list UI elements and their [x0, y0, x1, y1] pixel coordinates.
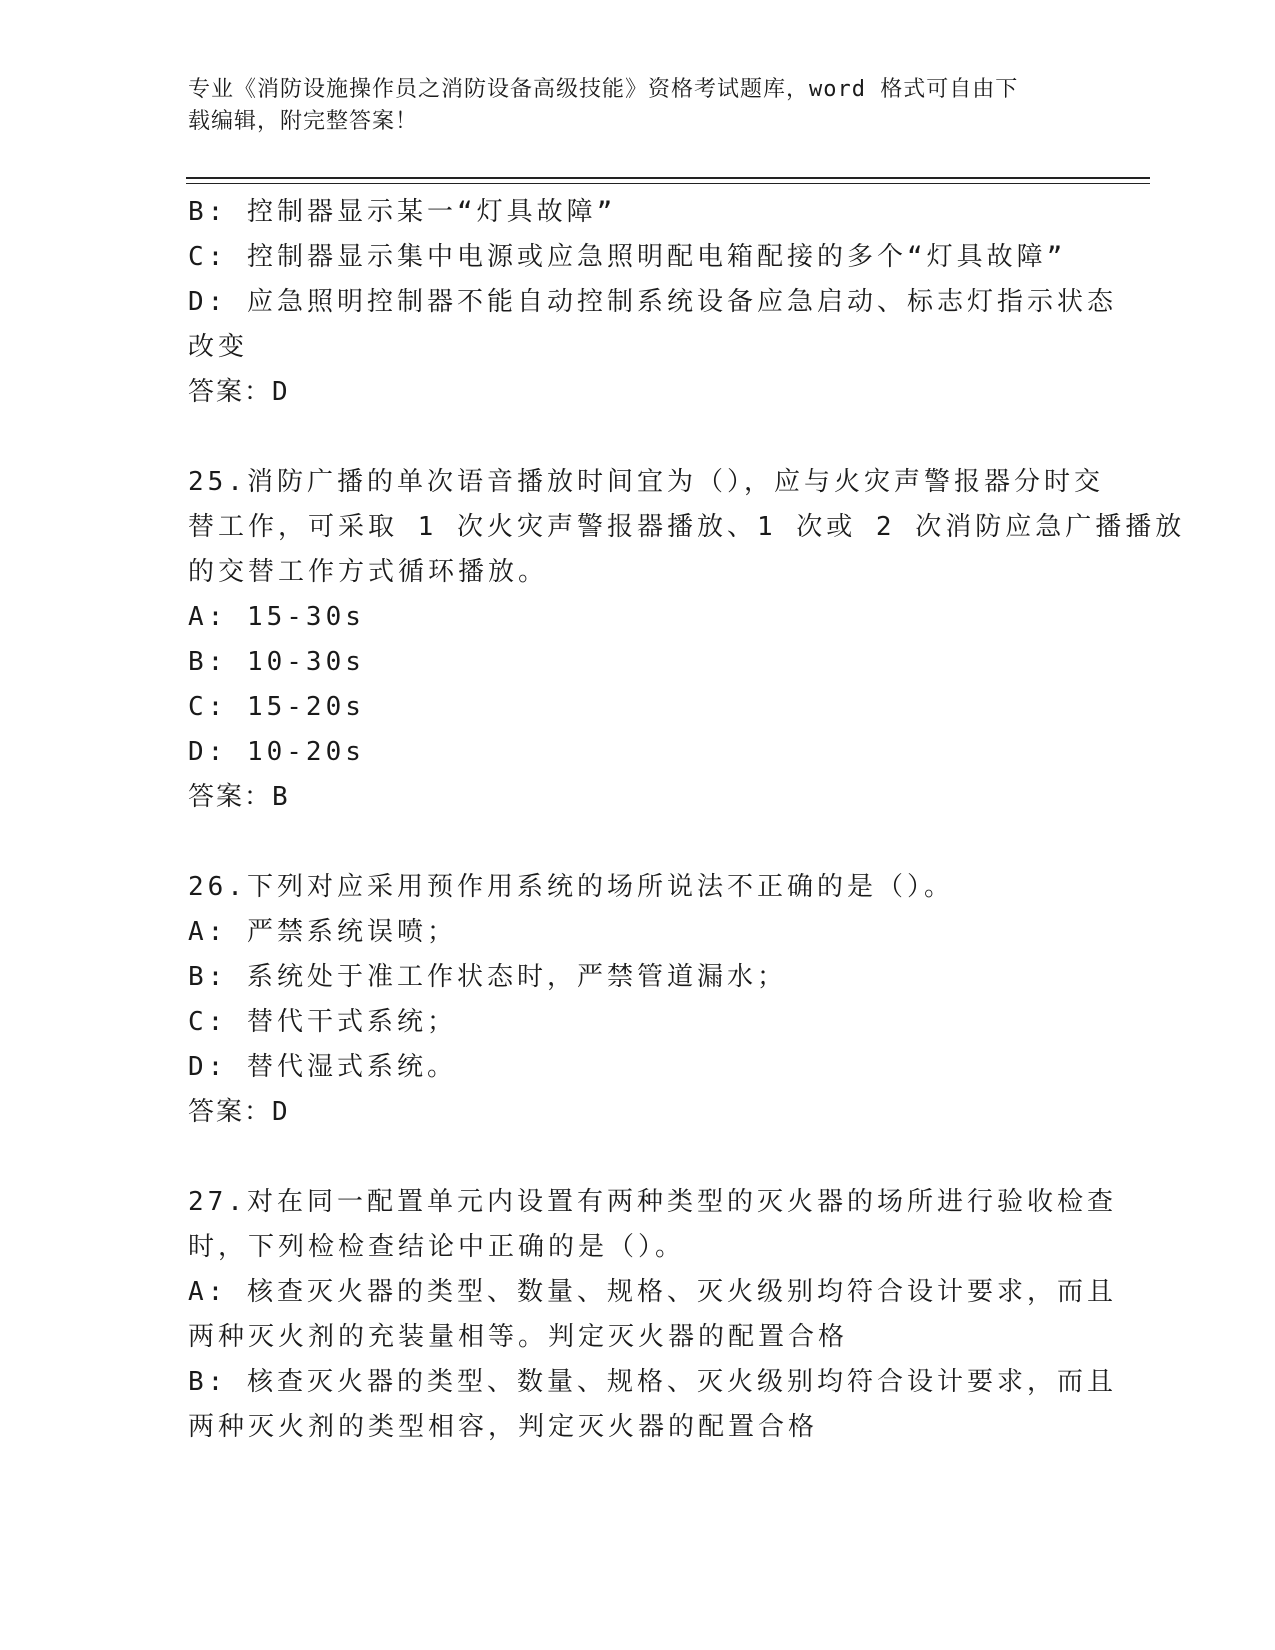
question-stem: 25.消防广播的单次语音播放时间宜为（），应与火灾声警报器分时交: [188, 467, 1104, 497]
question-content: [188, 190, 1186, 1450]
option-b-continued: 两种灭火剂的类型相容，判定灭火器的配置合格: [188, 1412, 819, 1442]
spacer: [188, 415, 1088, 460]
question-stem-continued: 的交替工作方式循环播放。: [188, 557, 549, 587]
option-c: C: 控制器显示集中电源或应急照明配电箱配接的多个“灯具故障”: [188, 242, 1067, 272]
option-b: B: 系统处于准工作状态时，严禁管道漏水；: [188, 962, 787, 992]
answer: 答案：B: [188, 782, 290, 812]
question-stem: 27.对在同一配置单元内设置有两种类型的灭火器的场所进行验收检查: [188, 1187, 1117, 1217]
spacer: [188, 820, 1088, 865]
option-d: D: 替代湿式系统。: [188, 1052, 457, 1082]
document-header: [188, 74, 1088, 138]
option-d-continued: 改变: [188, 332, 249, 362]
option-b: B: 核查灭火器的类型、数量、规格、灭火级别均符合设计要求，而且: [188, 1367, 1117, 1397]
header-line-2: 载编辑，附完整答案！: [188, 109, 419, 134]
option-b: B: 控制器显示某一“灯具故障”: [188, 197, 617, 227]
question-stem: 26.下列对应采用预作用系统的场所说法不正确的是（）。: [188, 872, 954, 902]
spacer: [188, 1135, 1088, 1180]
option-c: C: 替代干式系统；: [188, 1007, 457, 1037]
option-a: A: 核查灭火器的类型、数量、规格、灭火级别均符合设计要求，而且: [188, 1277, 1117, 1307]
answer: 答案：D: [188, 377, 290, 407]
header-divider-thick: [186, 177, 1150, 179]
question-stem-continued: 替工作，可采取 1 次火灾声警报器播放、1 次或 2 次消防应急广播播放: [188, 512, 1186, 542]
option-c: C: 15-20s: [188, 692, 365, 722]
option-b: B: 10-30s: [188, 647, 365, 677]
option-d: D: 应急照明控制器不能自动控制系统设备应急启动、标志灯指示状态: [188, 287, 1117, 317]
question-24: [188, 190, 1117, 415]
answer: 答案：D: [188, 1097, 290, 1127]
header-divider-thin: [186, 183, 1150, 184]
option-a: A: 15-30s: [188, 602, 365, 632]
question-26: [188, 865, 1088, 1135]
option-d: D: 10-20s: [188, 737, 365, 767]
option-a-continued: 两种灭火剂的充装量相等。判定灭火器的配置合格: [188, 1322, 849, 1352]
question-27: [188, 1180, 1117, 1450]
option-a: A: 严禁系统误喷；: [188, 917, 457, 947]
question-25: [188, 460, 1186, 820]
header-line-1: 专业《消防设施操作员之消防设备高级技能》资格考试题库，word 格式可自由下: [188, 77, 1019, 102]
question-stem-continued: 时，下列检检查结论中正确的是（）。: [188, 1232, 686, 1262]
